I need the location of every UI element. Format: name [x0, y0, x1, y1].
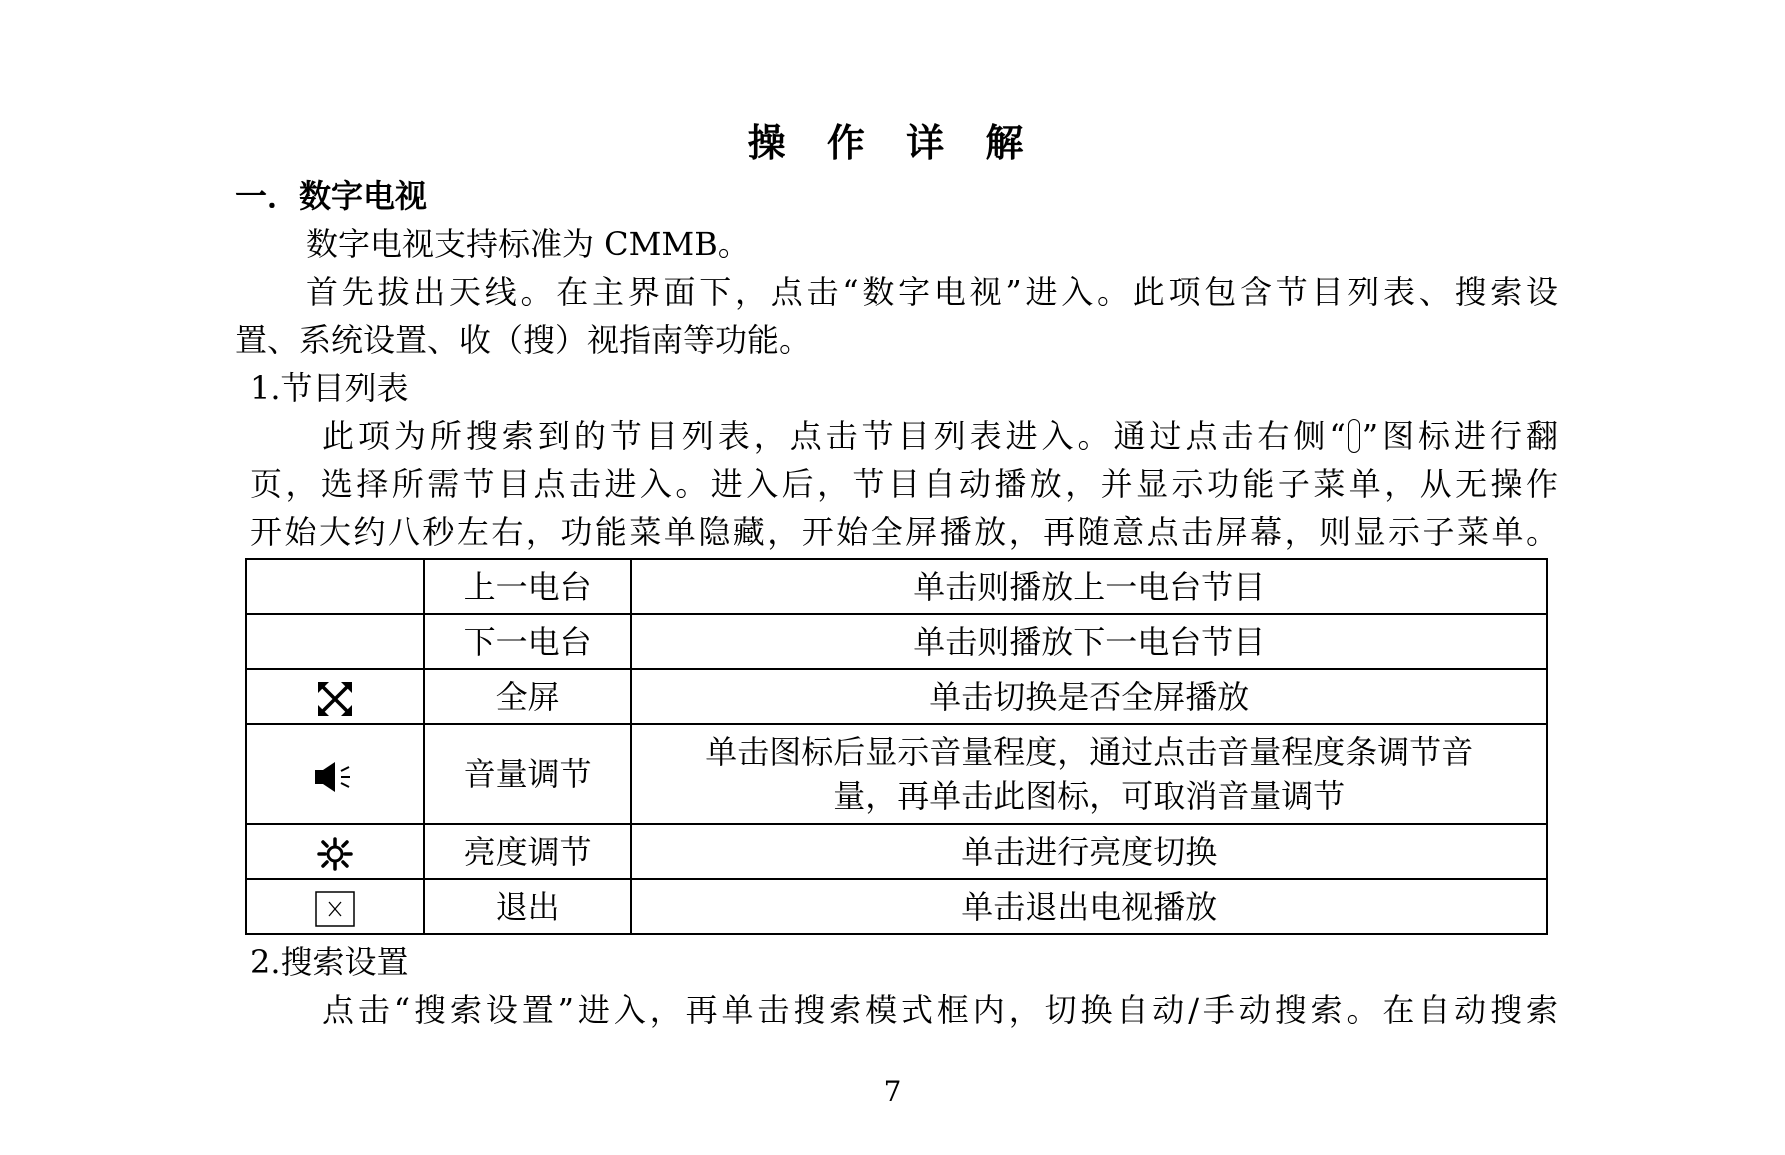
table-row [246, 614, 1547, 669]
table-row [246, 824, 1547, 879]
fullscreen-icon [316, 680, 354, 718]
table-name-cell: 上一电台 [424, 559, 632, 614]
section-heading-digital-tv: 一．数字电视 [235, 177, 428, 215]
paragraph-program-list-line3: 开始大约八秒左右，功能菜单隐藏，开始全屏播放，再随意点击屏幕，则显示子菜单。 [250, 513, 1558, 551]
table-row [246, 559, 1547, 614]
table-row [246, 879, 1547, 934]
paragraph-program-list-line2: 页，选择所需节目点击进入。进入后，节目自动播放，并显示功能子菜单，从无操作 [250, 465, 1558, 503]
speaker-icon [313, 759, 357, 795]
table-desc-cell: 单击进行亮度切换 [631, 824, 1547, 879]
paragraph-search-settings-line1: 点击“搜索设置”进入，再单击搜索模式框内，切换自动/手动搜索。在自动搜索 [322, 991, 1558, 1029]
table-row [246, 724, 1547, 824]
paragraph-intro-line2: 置、系统设置、收（搜）视指南等功能。 [235, 321, 812, 359]
table-icon-cell [246, 669, 424, 724]
table-desc-cell [631, 724, 1547, 824]
subsection-heading-search-settings: 2.搜索设置 [250, 943, 409, 981]
table-desc-cell: 单击则播放上一电台节目 [631, 559, 1547, 614]
scroll-pill-icon [1348, 419, 1360, 453]
paragraph-text-part: 此项为所搜索到的节目列表，点击节目列表进入。通过点击右侧“ [322, 417, 1346, 455]
table-name-cell: 下一电台 [424, 614, 632, 669]
subsection-heading-program-list: 1.节目列表 [250, 369, 409, 407]
table-desc-line: 单击图标后显示音量程度，通过点击音量程度条调节音 [705, 733, 1474, 771]
exit-icon [315, 891, 355, 927]
brightness-icon [315, 837, 355, 871]
table-name-cell: 全屏 [424, 669, 632, 724]
paragraph-intro-line1: 首先拔出天线。在主界面下，点击“数字电视”进入。此项包含节目列表、搜索设 [306, 273, 1558, 311]
paragraph-program-list-line1 [322, 414, 1558, 458]
table-desc-line: 量，再单击此图标，可取消音量调节 [833, 777, 1346, 815]
page-title: 操 作 详 解 [747, 120, 1038, 165]
table-icon-cell [246, 614, 424, 669]
table-desc-cell: 单击则播放下一电台节目 [631, 614, 1547, 669]
table-name-cell: 音量调节 [424, 724, 632, 824]
paragraph-standard: 数字电视支持标准为 CMMB。 [306, 225, 750, 263]
table-desc-cell: 单击切换是否全屏播放 [631, 669, 1547, 724]
table-desc-cell: 单击退出电视播放 [631, 879, 1547, 934]
table-icon-cell [246, 879, 424, 934]
table-name-cell: 亮度调节 [424, 824, 632, 879]
table-icon-cell [246, 724, 424, 824]
table-icon-cell [246, 824, 424, 879]
page-number: 7 [883, 1075, 902, 1108]
table-icon-cell [246, 559, 424, 614]
paragraph-text-part: ”图标进行翻 [1361, 417, 1558, 455]
function-table [245, 558, 1548, 935]
table-row [246, 669, 1547, 724]
table-name-cell: 退出 [424, 879, 632, 934]
